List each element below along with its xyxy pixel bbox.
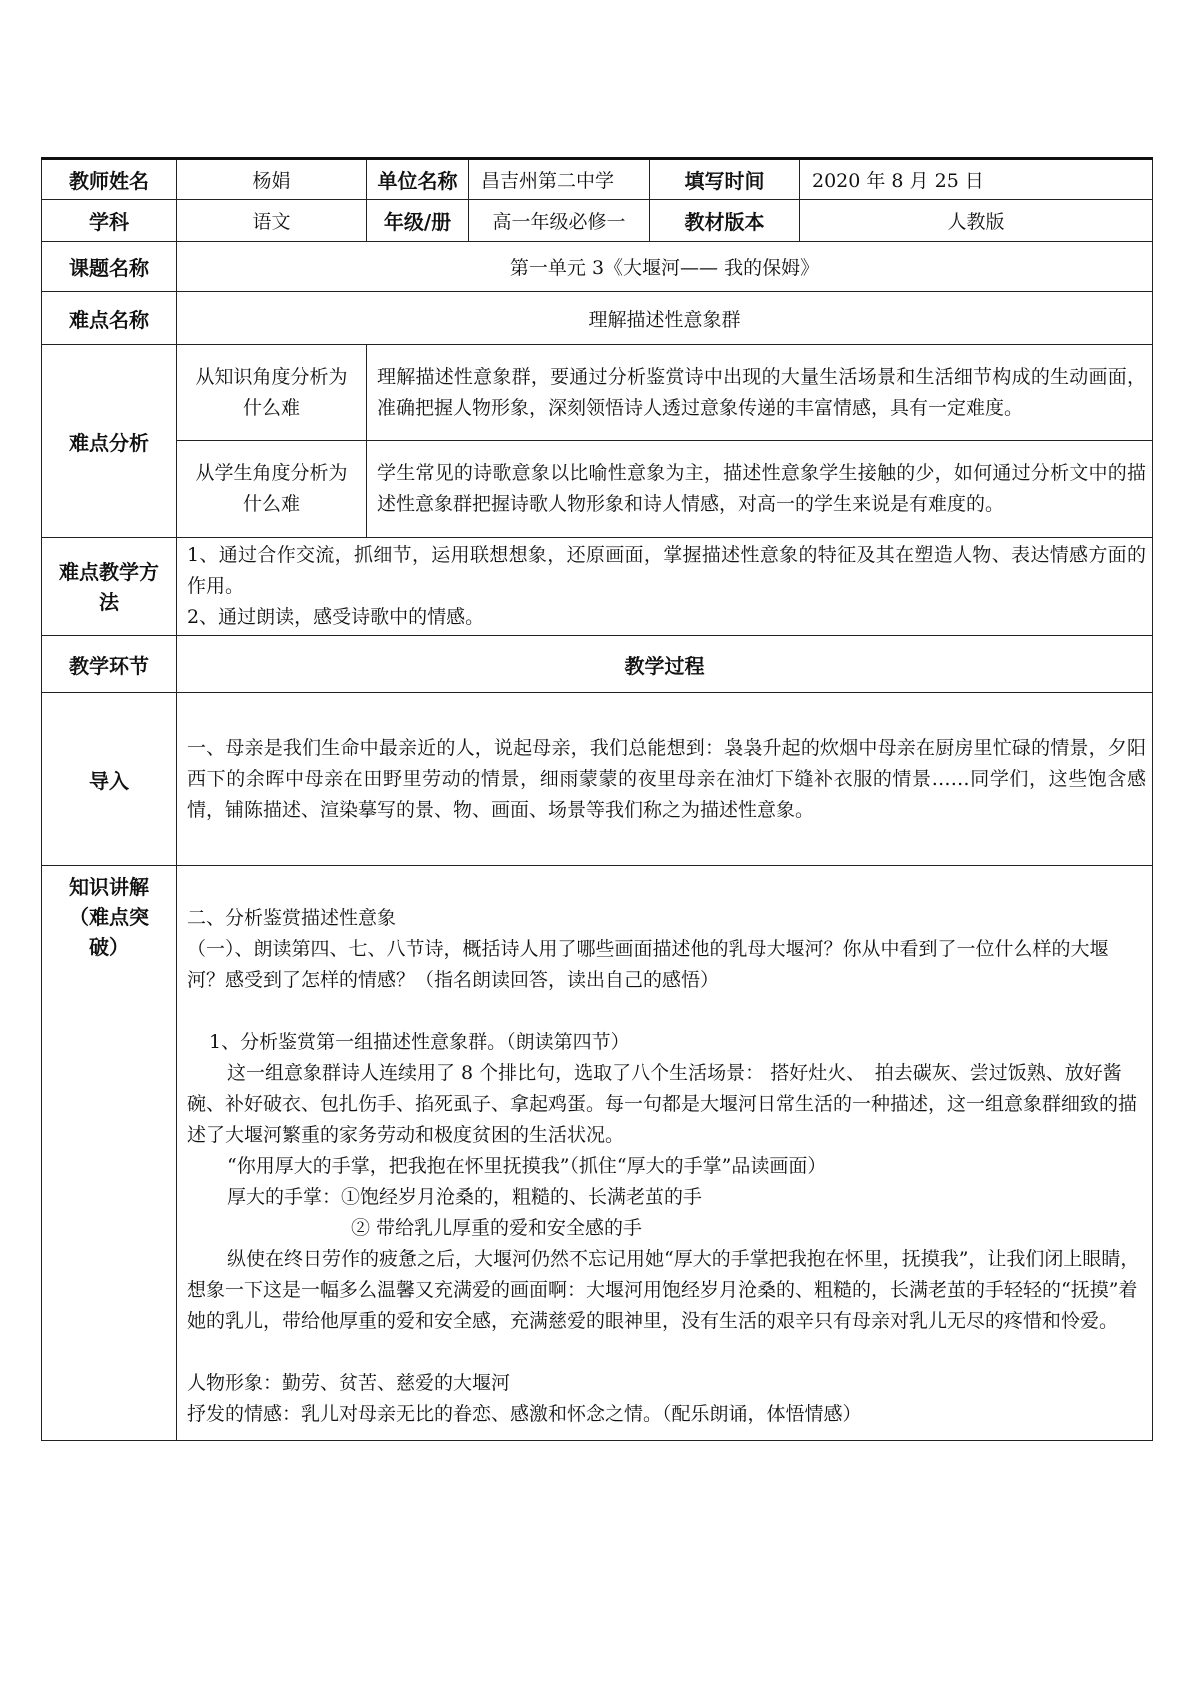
analysis-knowledge-label: 从知识角度分析为什么难: [177, 345, 367, 441]
process-label: 教学环节: [42, 636, 177, 693]
topic-value: 第一单元 3《大堰河—— 我的保姆》: [177, 242, 1153, 292]
analysis-student-text: 学生常见的诗歌意象以比喻性意象为主，描述性意象学生接触的少，如何通过分析文中的描述性意象群把握诗歌人物形象和诗人情感，对高一的学生来说是有难度的。: [367, 441, 1153, 538]
knowledge-p7: ② 带给乳儿厚重的爱和安全感的手: [351, 1217, 643, 1239]
method-line-1: 1、通过合作交流，抓细节，运用联想想象，还原画面，掌握描述性意象的特征及其在塑造人物、表达情感方面的作用。: [187, 544, 1146, 597]
header-row-2: [42, 200, 1153, 242]
knowledge-row: [42, 866, 1153, 1441]
lesson-plan-sheet: [41, 157, 1152, 1441]
teacher-value: 杨娟: [177, 159, 367, 200]
analysis-student-label: 从学生角度分析为什么难: [177, 441, 367, 538]
method-label: 难点教学方法: [42, 538, 177, 636]
knowledge-p2: （一）、朗读第四、七、八节诗，概括诗人用了哪些画面描述他的乳母大堰河？你从中看到了一位什么样的大堰河？感受到了怎样的情感？（指名朗读回答，读出自己的感悟）: [187, 938, 1109, 991]
process-value: 教学过程: [177, 636, 1153, 693]
process-header-row: [42, 636, 1153, 693]
topic-label: 课题名称: [42, 242, 177, 292]
edition-value: 人教版: [800, 200, 1153, 242]
method-row: [42, 538, 1153, 636]
knowledge-p6: 厚大的手掌：①饱经岁月沧桑的，粗糙的、长满老茧的手: [227, 1186, 703, 1208]
method-line-2: 2、通过朗读，感受诗歌中的情感。: [187, 606, 485, 628]
date-value: 2020 年 8 月 25 日: [800, 159, 1153, 200]
teacher-label: 教师姓名: [42, 159, 177, 200]
edition-label: 教材版本: [650, 200, 800, 242]
knowledge-p1: 二、分析鉴赏描述性意象: [187, 907, 397, 929]
header-row-1: [42, 159, 1153, 200]
date-label: 填写时间: [650, 159, 800, 200]
lesson-plan-table: [41, 157, 1153, 1441]
unit-value: 昌吉州第二中学: [469, 159, 650, 200]
intro-label: 导入: [42, 693, 177, 866]
knowledge-p4: 这一组意象群诗人连续用了 8 个排比句，选取了八个生活场景： 搭好灶火、 拍去碳灰、尝过饭熟、放好酱碗、补好破衣、包扎伤手、掐死虱子、拿起鸡蛋。每一句都是大堰河日常生活的一种描述，这一组意象群细致的描述了大堰河繁重的家务劳动和极度贫困的生活状况。: [187, 1062, 1138, 1146]
intro-row: [42, 693, 1153, 866]
difficulty-row: [42, 292, 1153, 345]
difficulty-label: 难点名称: [42, 292, 177, 345]
grade-value: 高一年级必修一: [469, 200, 650, 242]
method-text: [177, 538, 1153, 636]
subject-label: 学科: [42, 200, 177, 242]
analysis-knowledge-row: [42, 345, 1153, 441]
analysis-student-row: [42, 441, 1153, 538]
knowledge-p5: “你用厚大的手掌，把我抱在怀里抚摸我”（抓住“厚大的手掌”品读画面）: [227, 1155, 827, 1177]
intro-text: 一、母亲是我们生命中最亲近的人，说起母亲，我们总能想到：袅袅升起的炊烟中母亲在厨房里忙碌的情景，夕阳西下的余晖中母亲在田野里劳动的情景，细雨蒙蒙的夜里母亲在油灯下缝补衣服的情景……同学们，这些饱含感情，铺陈描述、渲染摹写的景、物、画面、场景等我们称之为描述性意象。: [177, 693, 1153, 866]
topic-row: [42, 242, 1153, 292]
unit-label: 单位名称: [367, 159, 469, 200]
difficulty-value: 理解描述性意象群: [177, 292, 1153, 345]
analysis-knowledge-text: 理解描述性意象群，要通过分析鉴赏诗中出现的大量生活场景和生活细节构成的生动画面，准确把握人物形象，深刻领悟诗人透过意象传递的丰富情感，具有一定难度。: [367, 345, 1153, 441]
knowledge-p8: 纵使在终日劳作的疲惫之后，大堰河仍然不忘记用她“厚大的手掌把我抱在怀里，抚摸我”，让我们闭上眼睛，想象一下这是一幅多么温馨又充满爱的画面啊：大堰河用饱经岁月沧桑的、粗糙的，长满老茧的手轻轻的“抚摸”着她的乳儿，带给他厚重的爱和安全感，充满慈爱的眼神里，没有生活的艰辛只有母亲对乳儿无尽的疼惜和怜爱。: [187, 1248, 1140, 1332]
knowledge-p9: 人物形象：勤劳、贫苦、慈爱的大堰河: [187, 1372, 511, 1394]
subject-value: 语文: [177, 200, 367, 242]
knowledge-label: 知识讲解（难点突破）: [42, 866, 177, 1441]
knowledge-p10: 抒发的情感：乳儿对母亲无比的眷恋、感激和怀念之情。（配乐朗诵，体悟情感）: [187, 1403, 862, 1425]
knowledge-body: [177, 866, 1153, 1441]
analysis-label: 难点分析: [42, 345, 177, 538]
knowledge-p3: 1、分析鉴赏第一组描述性意象群。（朗读第四节）: [209, 1031, 630, 1053]
grade-label: 年级/册: [367, 200, 469, 242]
